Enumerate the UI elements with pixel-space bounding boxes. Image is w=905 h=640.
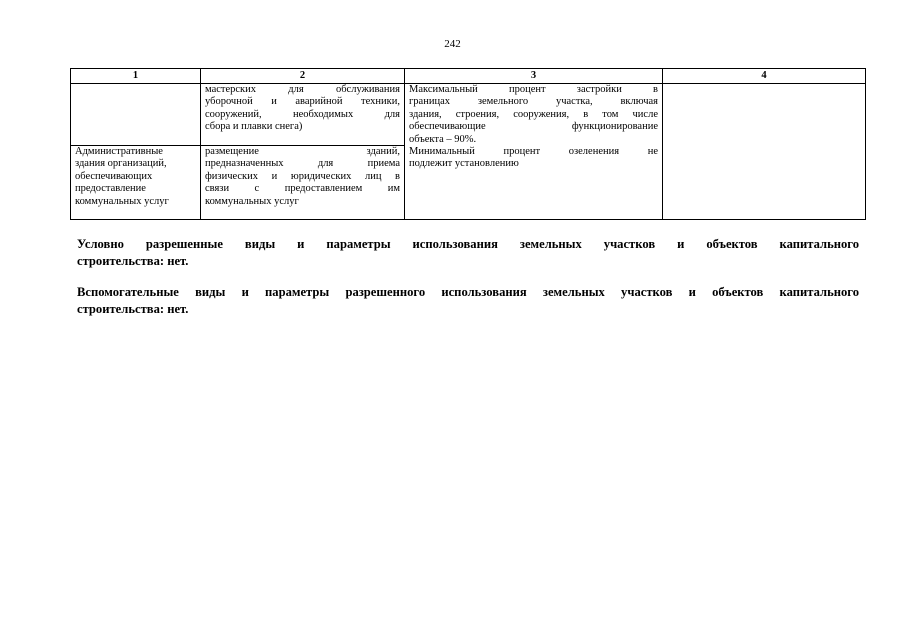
cell-line: здания организаций, — [75, 158, 167, 170]
cell-line: подлежит установлению — [409, 158, 519, 170]
cell-line: предназначенных для приема — [205, 158, 400, 170]
column-header-1: 1 — [71, 69, 201, 84]
cell-line: границах земельного участка, включая — [409, 96, 658, 108]
column-header-4: 4 — [663, 69, 866, 84]
column-header-3: 3 — [405, 69, 663, 84]
cell-line: уборочной и аварийной техники, — [205, 96, 400, 108]
cell-line: сооружений, необходимых для — [205, 108, 400, 120]
table-header-row — [71, 69, 866, 84]
cell-line: предоставление — [75, 183, 146, 195]
paragraph-line: строительства: нет. — [77, 302, 189, 316]
parameters-cell — [405, 84, 663, 220]
cell-line: обеспечивающие функционирование — [409, 121, 658, 133]
cell-line: объекта – 90%. — [409, 133, 477, 145]
page-number: 242 — [444, 38, 461, 50]
table-row — [71, 84, 866, 146]
auxiliary-uses-paragraph — [77, 284, 859, 318]
cell-line: физических и юридических лиц в — [205, 170, 400, 182]
cell-line: Максимальный процент застройки в — [409, 84, 658, 95]
column-header-2: 2 — [201, 69, 405, 84]
cell-line: размещение зданий, — [205, 146, 400, 157]
conditional-uses-paragraph — [77, 236, 859, 270]
cell-line: коммунальных услуг — [75, 195, 169, 207]
cell-line: обеспечивающих — [75, 170, 153, 182]
cell-line: здания, строения, сооружения, в том числе — [409, 108, 658, 120]
paragraph-line: Условно разрешенные виды и параметры использования земельных участков и объектов капитального — [77, 237, 859, 251]
cell-line: Минимальный процент озеленения не — [409, 146, 658, 158]
cell-line: сбора и плавки снега) — [205, 121, 303, 133]
cell-line: мастерских для обслуживания — [205, 84, 400, 95]
row2-col1-cell — [71, 146, 201, 220]
paragraph-line: Вспомогательные виды и параметры разрешенного использования земельных участков и объектов капитального — [77, 285, 859, 299]
notes-cell — [663, 84, 866, 220]
row2-col2-cell — [201, 146, 405, 220]
cell-line: коммунальных услуг — [205, 195, 299, 207]
zoning-table — [70, 68, 866, 220]
row1-col2-cell — [201, 84, 405, 146]
paragraph-line: строительства: нет. — [77, 254, 189, 268]
row1-col1-cell — [71, 84, 201, 146]
cell-line: связи с предоставлением им — [205, 183, 400, 195]
cell-line: Административные — [75, 146, 163, 157]
